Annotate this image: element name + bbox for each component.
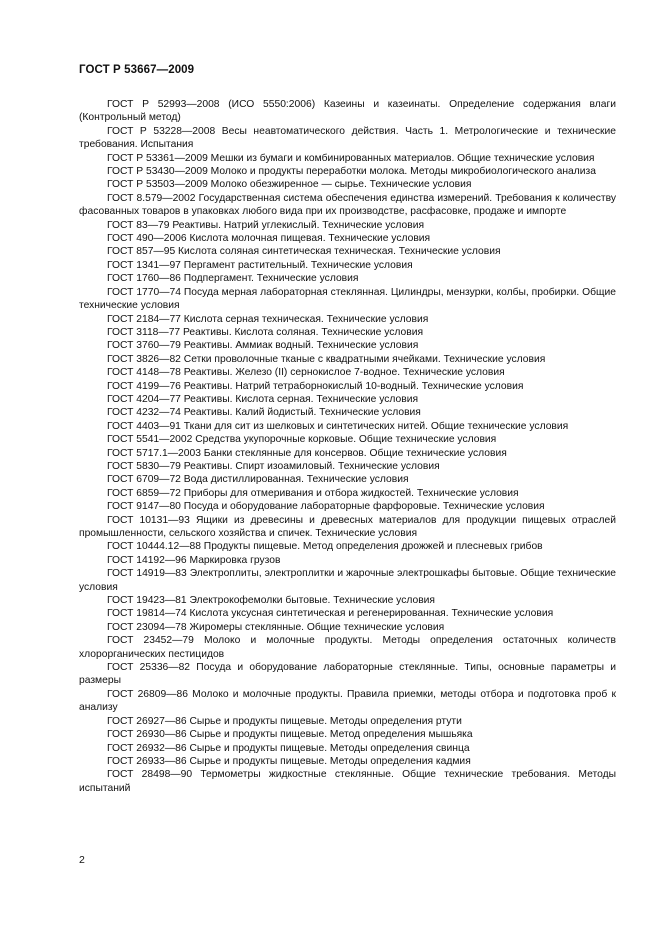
reference-entry: ГОСТ 23094—78 Жиромеры стеклянные. Общие технические условия <box>107 621 445 633</box>
reference-entry: ГОСТ 19423—81 Электрокофемолки бытовые. Технические условия <box>107 595 435 607</box>
reference-entry: ГОСТ 490—2006 Кислота молочная пищевая. Технические условия <box>107 233 431 245</box>
reference-entry: ГОСТ 23452—79 Молоко и молочные продукты. Методы определения остаточных количеств хлорорганических пестицидов <box>79 635 616 660</box>
reference-entry: ГОСТ 6709—72 Вода дистиллированная. Технические условия <box>107 474 409 486</box>
reference-entry: ГОСТ 26927—86 Сырье и продукты пищевые. Методы определения ртути <box>107 715 462 727</box>
reference-entry: ГОСТ 1770—74 Посуда мерная лабораторная стеклянная. Цилиндры, мензурки, колбы, пробирки. Общие технические условия <box>79 286 616 312</box>
reference-entry: ГОСТ 26930—86 Сырье и продукты пищевые. Метод определения мышьяка <box>107 729 473 741</box>
reference-entry: ГОСТ 5717.1—2003 Банки стеклянные для консервов. Общие технические условия <box>107 447 507 459</box>
reference-entry: ГОСТ Р 53228—2008 Весы неавтоматического действия. Часть 1. Метрологические и технические требования. Испытания <box>79 125 616 151</box>
reference-entry: ГОСТ 10444.12—88 Продукты пищевые. Метод определения дрожжей и плесневых грибов <box>107 541 543 553</box>
reference-entry: ГОСТ 28498—90 Термометры жидкостные стеклянные. Общие технические требования. Методы испытаний <box>79 769 616 794</box>
reference-entry: ГОСТ 19814—74 Кислота уксусная синтетическая и регенерированная. Технические условия <box>107 608 554 620</box>
reference-entry: ГОСТ 5830—79 Реактивы. Спирт изоамиловый. Технические условия <box>107 460 440 472</box>
reference-entry: ГОСТ 6859—72 Приборы для отмеривания и отбора жидкостей. Технические условия <box>107 487 519 499</box>
reference-entry: ГОСТ 857—95 Кислота соляная синтетическая техническая. Технические условия <box>107 246 501 258</box>
reference-entry: ГОСТ 4204—77 Реактивы. Кислота серная. Технические условия <box>107 393 419 405</box>
reference-entry: ГОСТ Р 52993—2008 (ИСО 5550:2006) Казеины и казеинаты. Определение содержания влаги (Контрольный метод) <box>79 99 616 124</box>
reference-entry: ГОСТ 26932—86 Сырье и продукты пищевые. Методы определения свинца <box>107 742 470 754</box>
reference-entry: ГОСТ 5541—2002 Средства укупорочные корковые. Общие технические условия <box>107 434 497 446</box>
reference-entry: ГОСТ 3826—82 Сетки проволочные тканые с квадратными ячейками. Технические условия <box>107 353 546 365</box>
reference-entry: ГОСТ 1341—97 Пергамент растительный. Технические условия <box>107 259 413 271</box>
reference-entry: ГОСТ 83—79 Реактивы. Натрий углекислый. Технические условия <box>107 219 425 231</box>
reference-entry: ГОСТ Р 53503—2009 Молоко обезжиренное — сырье. Технические условия <box>107 179 472 191</box>
reference-entry: ГОСТ 3118—77 Реактивы. Кислота соляная. Технические условия <box>107 326 424 338</box>
reference-entry: ГОСТ 9147—80 Посуда и оборудование лабораторные фарфоровые. Технические условия <box>107 501 545 513</box>
reference-entry: ГОСТ 4232—74 Реактивы. Калий йодистый. Технические условия <box>107 407 421 419</box>
standard-header: ГОСТ Р 53667—2009 <box>79 64 195 76</box>
reference-entry: ГОСТ 26933—86 Сырье и продукты пищевые. Методы определения кадмия <box>107 755 471 767</box>
reference-entry: ГОСТ 10131—93 Ящики из древесины и древесных материалов для продукции пищевых отраслей промышленности, сельского хозяйства и спичек. Технические условия <box>79 514 616 539</box>
reference-entry: ГОСТ Р 53430—2009 Молоко и продукты переработки молока. Методы микробиологического анализа <box>107 166 596 178</box>
normative-references-list <box>79 98 616 795</box>
reference-entry: ГОСТ 4148—78 Реактивы. Железо (II) сернокислое 7-водное. Технические условия <box>107 367 505 379</box>
reference-entry: ГОСТ 4403—91 Ткани для сит из шелковых и синтетических нитей. Общие технические условия <box>107 420 569 432</box>
reference-entry: ГОСТ 25336—82 Посуда и оборудование лабораторные стеклянные. Типы, основные параметры и размеры <box>79 662 616 687</box>
reference-entry: ГОСТ 8.579—2002 Государственная система обеспечения единства измерений. Требования к количеству фасованных товаров в упаковках любого вида при их производстве, расфасовке, продаже и импорте <box>79 192 616 218</box>
reference-entry: ГОСТ Р 53361—2009 Мешки из бумаги и комбинированных материалов. Общие технические условия <box>107 152 595 164</box>
reference-entry: ГОСТ 3760—79 Реактивы. Аммиак водный. Технические условия <box>107 340 419 352</box>
reference-entry: ГОСТ 1760—86 Подпергамент. Технические условия <box>107 273 359 285</box>
reference-entry: ГОСТ 4199—76 Реактивы. Натрий тетраборнокислый 10-водный. Технические условия <box>107 380 524 392</box>
reference-entry: ГОСТ 2184—77 Кислота серная техническая. Технические условия <box>107 313 429 325</box>
reference-entry: ГОСТ 26809—86 Молоко и молочные продукты. Правила приемки, методы отбора и подготовка проб к анализу <box>79 688 616 714</box>
reference-entry: ГОСТ 14192—96 Маркировка грузов <box>107 554 281 566</box>
reference-entry: ГОСТ 14919—83 Электроплиты, электроплитки и жарочные электрошкафы бытовые. Общие технические условия <box>79 568 616 593</box>
page-number: 2 <box>79 854 85 866</box>
